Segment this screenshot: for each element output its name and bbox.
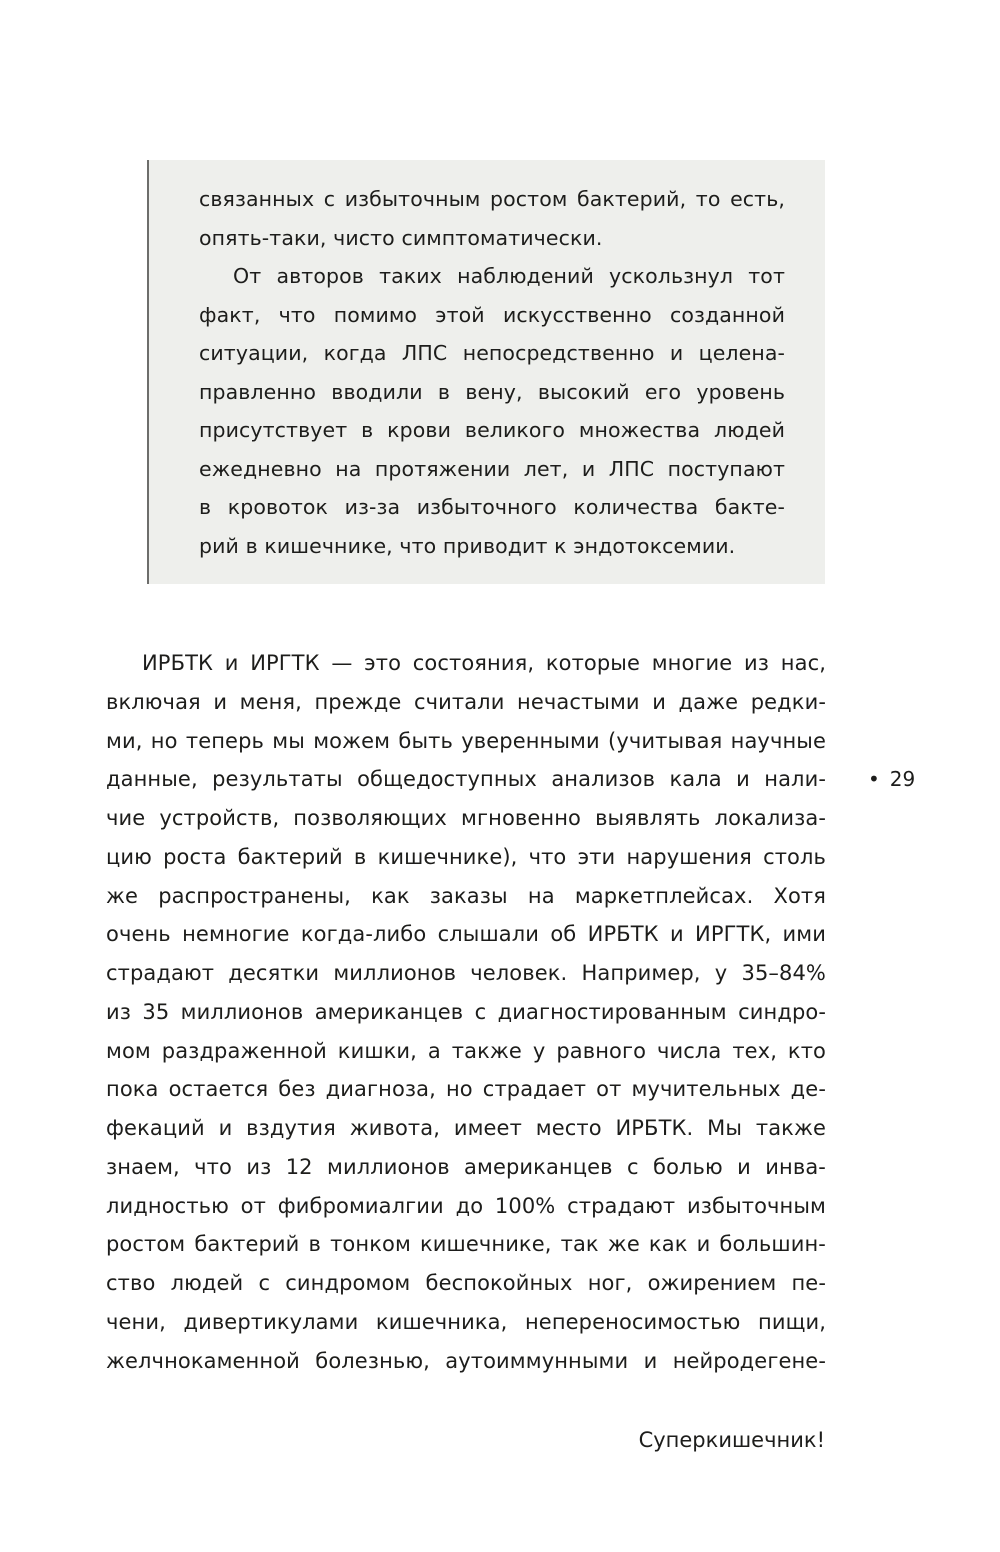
main-line: лидностью от фибромиалгии до 100% страдают избыточным bbox=[106, 1193, 826, 1218]
main-line: включая и меня, прежде считали нечастыми и даже редки- bbox=[106, 689, 826, 714]
main-line: страдают десятки миллионов человек. Например, у 35–84% bbox=[106, 961, 826, 985]
main-line: же распространены, как заказы на маркетплейсах. Хотя bbox=[106, 883, 826, 908]
sidebar-line: присутствует в крови великого множества людей bbox=[199, 418, 785, 442]
main-line: пока остается без диагноза, но страдает от мучительных де- bbox=[106, 1077, 826, 1102]
main-line: ростом бактерий в тонком кишечнике, так же как и большин- bbox=[106, 1232, 826, 1257]
main-line: фекаций и вздутия живота, имеет место ИРБТК. Мы также bbox=[106, 1116, 826, 1140]
page-number-bullet: • bbox=[868, 767, 880, 791]
main-line: ми, но теперь мы можем быть уверенными (учитывая научные bbox=[106, 728, 826, 753]
sidebar-line: в кровоток из-за избыточного количества бакте- bbox=[199, 495, 785, 519]
main-line: чени, дивертикулами кишечника, непереносимостью пищи, bbox=[106, 1309, 826, 1334]
sidebar-line: От авторов таких наблюдений ускользнул тот bbox=[233, 264, 785, 288]
page-number bbox=[868, 765, 915, 793]
main-line: желчнокаменной болезнью, аутоиммунными и нейродегене- bbox=[106, 1348, 826, 1373]
main-line: из 35 миллионов американцев с диагностированным синдро- bbox=[106, 999, 826, 1024]
main-line: очень немногие когда-либо слышали об ИРБТК и ИРГТК, ими bbox=[106, 922, 826, 947]
main-line: ИРБТК и ИРГТК — это состояния, которые многие из нас, bbox=[142, 651, 826, 675]
main-line: цию роста бактерий в кишечнике), что эти нарушения столь bbox=[106, 844, 826, 869]
sidebar-line: правленно вводили в вену, высокий его уровень bbox=[199, 379, 785, 404]
main-line: данные, результаты общедоступных анализов кала и нали- bbox=[106, 767, 826, 792]
running-title: Суперкишечник! bbox=[638, 1428, 825, 1452]
sidebar-text bbox=[199, 180, 785, 565]
main-line: знаем, что из 12 миллионов американцев с болью и инва- bbox=[106, 1154, 826, 1179]
sidebar-line: рий в кишечнике, что приводит к эндотоксемии. bbox=[199, 533, 736, 558]
sidebar-line: связанных с избыточным ростом бактерий, то есть, bbox=[199, 187, 785, 211]
main-text bbox=[106, 644, 826, 1380]
page-number-value: 29 bbox=[889, 767, 916, 791]
sidebar-line: факт, что помимо этой искусственно созданной bbox=[199, 302, 785, 327]
sidebar-line: ежедневно на протяжении лет, и ЛПС поступают bbox=[199, 456, 785, 481]
sidebar-line: опять-таки, чисто симптоматически. bbox=[199, 225, 603, 250]
main-line: мом раздраженной кишки, а также у равного числа тех, кто bbox=[106, 1038, 826, 1063]
main-line: ство людей с синдромом беспокойных ног, ожирением пе- bbox=[106, 1271, 826, 1295]
main-line: чие устройств, позволяющих мгновенно выявлять локализа- bbox=[106, 806, 826, 830]
sidebar-line: ситуации, когда ЛПС непосредственно и целена- bbox=[199, 341, 785, 365]
sidebar-box bbox=[147, 160, 825, 584]
